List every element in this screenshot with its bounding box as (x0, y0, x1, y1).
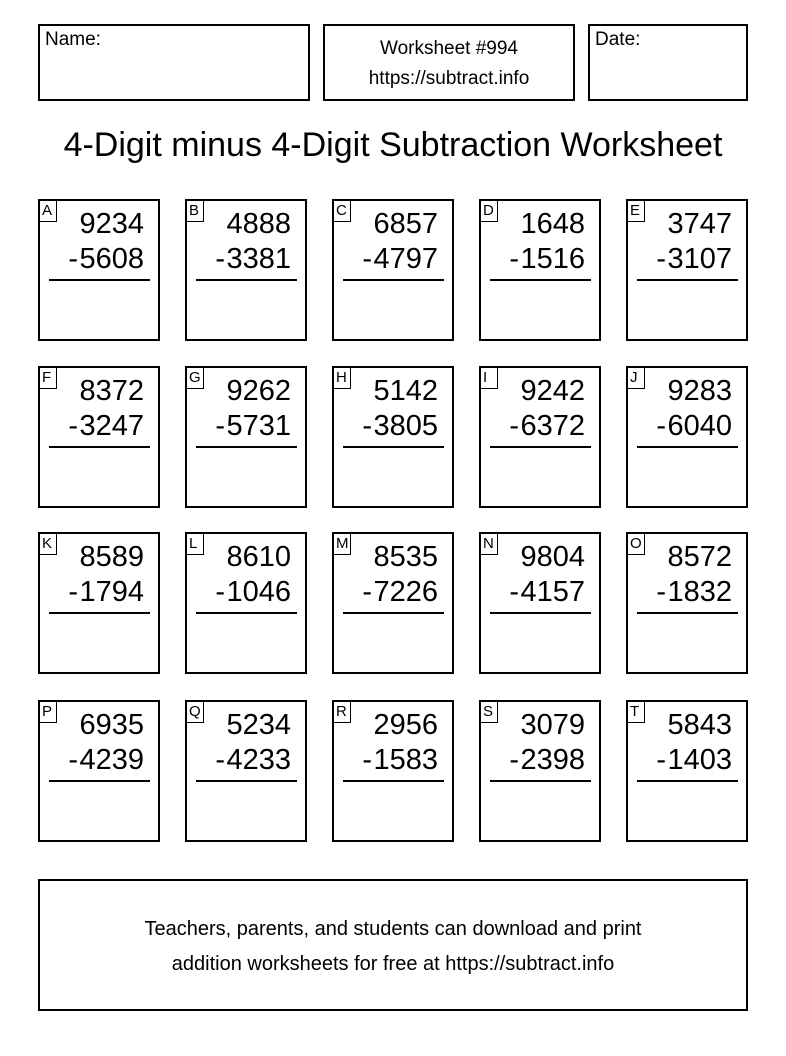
minus-sign: - (68, 243, 78, 275)
minus-sign: - (509, 576, 519, 608)
problem-box[interactable] (185, 532, 307, 674)
minuend: 9804 (520, 541, 585, 573)
problem-box[interactable] (479, 199, 601, 341)
subtrahend: 1046 (226, 576, 291, 608)
minus-sign: - (68, 410, 78, 442)
answer-line (637, 612, 738, 614)
answer-line (196, 780, 297, 782)
subtrahend: 2398 (520, 744, 585, 776)
answer-line (49, 446, 150, 448)
problem-label: C (333, 200, 351, 222)
minuend: 2956 (373, 709, 438, 741)
problem-box[interactable] (38, 199, 160, 341)
subtrahend: 4233 (226, 744, 291, 776)
minus-sign: - (68, 744, 78, 776)
footer-line-1: Teachers, parents, and students can download and print (144, 918, 642, 940)
page-title: 4-Digit minus 4-Digit Subtraction Worksheet (63, 126, 723, 164)
problem-label: S (480, 701, 498, 723)
minuend: 8610 (226, 541, 291, 573)
minuend: 5234 (226, 709, 291, 741)
subtrahend: 6040 (667, 410, 732, 442)
answer-line (343, 612, 444, 614)
minuend: 8572 (667, 541, 732, 573)
date-label: Date: (595, 29, 641, 50)
minus-sign: - (362, 744, 372, 776)
worksheet-url: https://subtract.info (368, 68, 530, 89)
answer-line (49, 279, 150, 281)
problem-label: D (480, 200, 498, 222)
subtrahend: 1794 (79, 576, 144, 608)
subtrahend: 1583 (373, 744, 438, 776)
subtrahend: 3107 (667, 243, 732, 275)
minus-sign: - (362, 243, 372, 275)
problem-box[interactable] (38, 532, 160, 674)
minus-sign: - (509, 243, 519, 275)
subtrahend: 3381 (226, 243, 291, 275)
subtrahend: 7226 (373, 576, 438, 608)
subtrahend: 4157 (520, 576, 585, 608)
subtrahend: 5608 (79, 243, 144, 275)
problem-label: L (186, 533, 204, 555)
minuend: 9262 (226, 375, 291, 407)
answer-line (490, 279, 591, 281)
problem-label: M (333, 533, 351, 555)
date-box[interactable] (588, 24, 748, 101)
minuend: 9234 (79, 208, 144, 240)
minus-sign: - (362, 410, 372, 442)
minuend: 3747 (667, 208, 732, 240)
problem-box[interactable] (626, 700, 748, 842)
minuend: 5142 (373, 375, 438, 407)
subtrahend: 1516 (520, 243, 585, 275)
minuend: 3079 (520, 709, 585, 741)
answer-line (196, 446, 297, 448)
subtrahend: 5731 (226, 410, 291, 442)
problem-box[interactable] (332, 532, 454, 674)
minuend: 9242 (520, 375, 585, 407)
answer-line (490, 612, 591, 614)
answer-line (49, 612, 150, 614)
subtrahend: 4797 (373, 243, 438, 275)
footer-line-2: addition worksheets for free at https://subtract.info (171, 953, 615, 975)
problem-label: N (480, 533, 498, 555)
problem-label: G (186, 367, 204, 389)
subtrahend: 4239 (79, 744, 144, 776)
problem-box[interactable] (479, 532, 601, 674)
minus-sign: - (656, 243, 666, 275)
subtrahend: 1403 (667, 744, 732, 776)
problem-label: F (39, 367, 57, 389)
problem-box[interactable] (332, 700, 454, 842)
minuend: 5843 (667, 709, 732, 741)
minuend: 4888 (226, 208, 291, 240)
minus-sign: - (215, 576, 225, 608)
minuend: 8535 (373, 541, 438, 573)
problem-label: T (627, 701, 645, 723)
problem-label: E (627, 200, 645, 222)
problem-label: O (627, 533, 645, 555)
problem-label: R (333, 701, 351, 723)
answer-line (49, 780, 150, 782)
minuend: 1648 (520, 208, 585, 240)
minus-sign: - (656, 576, 666, 608)
minuend: 9283 (667, 375, 732, 407)
problem-label: P (39, 701, 57, 723)
minuend: 6857 (373, 208, 438, 240)
problem-box[interactable] (185, 199, 307, 341)
answer-line (343, 279, 444, 281)
problem-box[interactable] (479, 700, 601, 842)
answer-line (343, 446, 444, 448)
problem-label: I (480, 367, 498, 389)
problem-label: A (39, 200, 57, 222)
subtrahend: 3805 (373, 410, 438, 442)
problem-box[interactable] (38, 700, 160, 842)
minus-sign: - (215, 243, 225, 275)
problem-label: H (333, 367, 351, 389)
answer-line (196, 612, 297, 614)
problem-label: Q (186, 701, 204, 723)
answer-line (637, 446, 738, 448)
problem-box[interactable] (626, 199, 748, 341)
minuend: 8372 (79, 375, 144, 407)
minus-sign: - (509, 410, 519, 442)
answer-line (637, 279, 738, 281)
problem-label: K (39, 533, 57, 555)
problem-box[interactable] (38, 366, 160, 508)
answer-line (490, 780, 591, 782)
footer-box (38, 879, 748, 1011)
problem-box[interactable] (332, 366, 454, 508)
problem-label: B (186, 200, 204, 222)
answer-line (196, 279, 297, 281)
name-box[interactable] (38, 24, 310, 101)
subtrahend: 6372 (520, 410, 585, 442)
subtrahend: 3247 (79, 410, 144, 442)
minuend: 8589 (79, 541, 144, 573)
minus-sign: - (362, 576, 372, 608)
name-label: Name: (45, 29, 101, 50)
answer-line (490, 446, 591, 448)
minus-sign: - (215, 744, 225, 776)
problem-box[interactable] (626, 532, 748, 674)
subtrahend: 1832 (667, 576, 732, 608)
problem-box[interactable] (626, 366, 748, 508)
answer-line (343, 780, 444, 782)
minuend: 6935 (79, 709, 144, 741)
minus-sign: - (656, 744, 666, 776)
worksheet-info-box (323, 24, 575, 101)
problem-label: J (627, 367, 645, 389)
problem-box[interactable] (332, 199, 454, 341)
answer-line (637, 780, 738, 782)
problem-box[interactable] (185, 366, 307, 508)
minus-sign: - (68, 576, 78, 608)
minus-sign: - (509, 744, 519, 776)
worksheet-number: Worksheet #994 (379, 38, 518, 59)
minus-sign: - (656, 410, 666, 442)
problem-box[interactable] (479, 366, 601, 508)
problem-box[interactable] (185, 700, 307, 842)
minus-sign: - (215, 410, 225, 442)
